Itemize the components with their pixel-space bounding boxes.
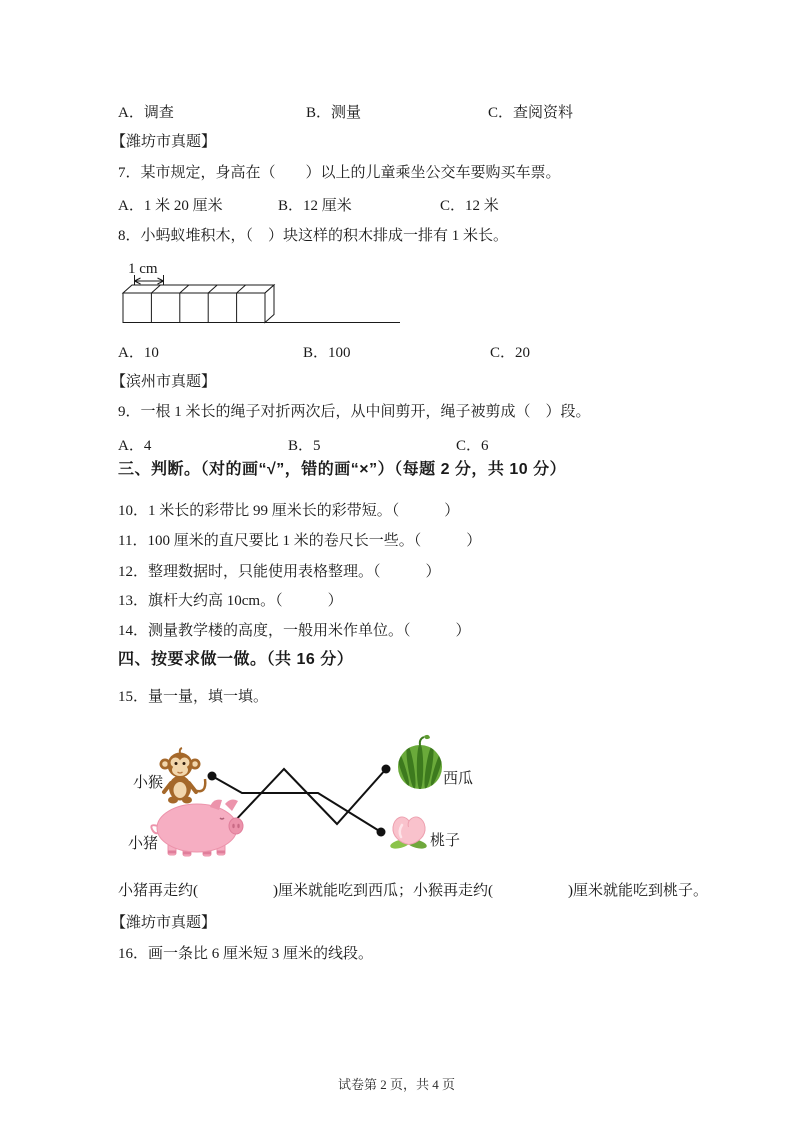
monkey-label: 小猴 [133, 775, 164, 791]
question-11-text: 11．100 厘米的直尺要比 1 米的卷尺长一些。（ ） [118, 533, 482, 549]
measuring-diagram [110, 726, 495, 868]
options-row-q7 [0, 194, 793, 214]
monkey-dot [208, 772, 217, 781]
question-9-text: 9．一根 1 米长的绳子对折两次后，从中间剪开，绳子被剪成（ ）段。 [118, 404, 591, 420]
pig-label: 小猪 [128, 836, 159, 852]
cube-diagram [115, 252, 407, 332]
options-row-q6 [0, 101, 793, 121]
pig-to-watermelon-path [231, 769, 386, 825]
source-tag-weifang-1: 【潍坊市真题】 [111, 134, 217, 150]
option-q8-c: C．20 [490, 345, 531, 361]
question-13-text: 13．旗杆大约高 10cm。（ ） [118, 593, 343, 609]
question-14-text: 14．测量教学楼的高度，一般用米作单位。（ ） [118, 623, 471, 639]
question-7-text: 7．某市规定，身高在（ ）以上的儿童乘坐公交车要购买车票。 [118, 165, 561, 181]
source-tag-binzhou: 【滨州市真题】 [111, 374, 217, 390]
source-tag-weifang-2: 【潍坊市真题】 [111, 915, 217, 931]
peach-label: 桃子 [430, 833, 461, 849]
option-q6-c: C．查阅资料 [488, 105, 574, 121]
option-q7-a: A．1 米 20 厘米 [118, 198, 223, 214]
watermelon-label: 西瓜 [443, 771, 474, 787]
section-4-heading: 四、按要求做一做。（共 16 分） [118, 651, 354, 668]
question-8-text: 8．小蚂蚁堆积木，（ ）块这样的积木排成一排有 1 米长。 [118, 228, 509, 244]
question-16-text: 16．画一条比 6 厘米短 3 厘米的线段。 [118, 946, 374, 962]
option-q6-b: B．测量 [306, 105, 362, 121]
options-row-q8 [0, 341, 793, 361]
question-15-text: 15．量一量，填一填。 [118, 689, 269, 705]
option-q9-a: A．4 [118, 438, 152, 454]
monkey-illustration [160, 748, 206, 804]
question-15-fill-line: 小猪再走约( )厘米就能吃到西瓜；小猴再走约( )厘米就能吃到桃子。 [118, 883, 708, 899]
peach-illustration [389, 817, 427, 850]
option-q9-c: C．6 [456, 438, 489, 454]
option-q7-c: C．12 米 [440, 198, 499, 214]
option-q8-a: A．10 [118, 345, 159, 361]
watermelon-illustration [394, 735, 446, 790]
peach-dot [377, 828, 386, 837]
question-10-text: 10．1 米长的彩带比 99 厘米长的彩带短。（ ） [118, 503, 460, 519]
option-q6-a: A．调查 [118, 105, 174, 121]
cube-row [123, 285, 400, 323]
watermelon-dot [382, 765, 391, 774]
question-12-text: 12．整理数据时，只能使用表格整理。（ ） [118, 564, 441, 580]
options-row-q9 [0, 434, 793, 454]
cube-measure-label: 1 cm [128, 261, 158, 277]
section-3-heading: 三、判断。（对的画“√”，错的画“×”）（每题 2 分，共 10 分） [118, 461, 567, 478]
option-q8-b: B．100 [303, 345, 351, 361]
page-footer: 试卷第 2 页，共 4 页 [337, 1077, 455, 1092]
option-q7-b: B．12 厘米 [278, 198, 352, 214]
option-q9-b: B．5 [288, 438, 321, 454]
pig-illustration [151, 800, 243, 856]
